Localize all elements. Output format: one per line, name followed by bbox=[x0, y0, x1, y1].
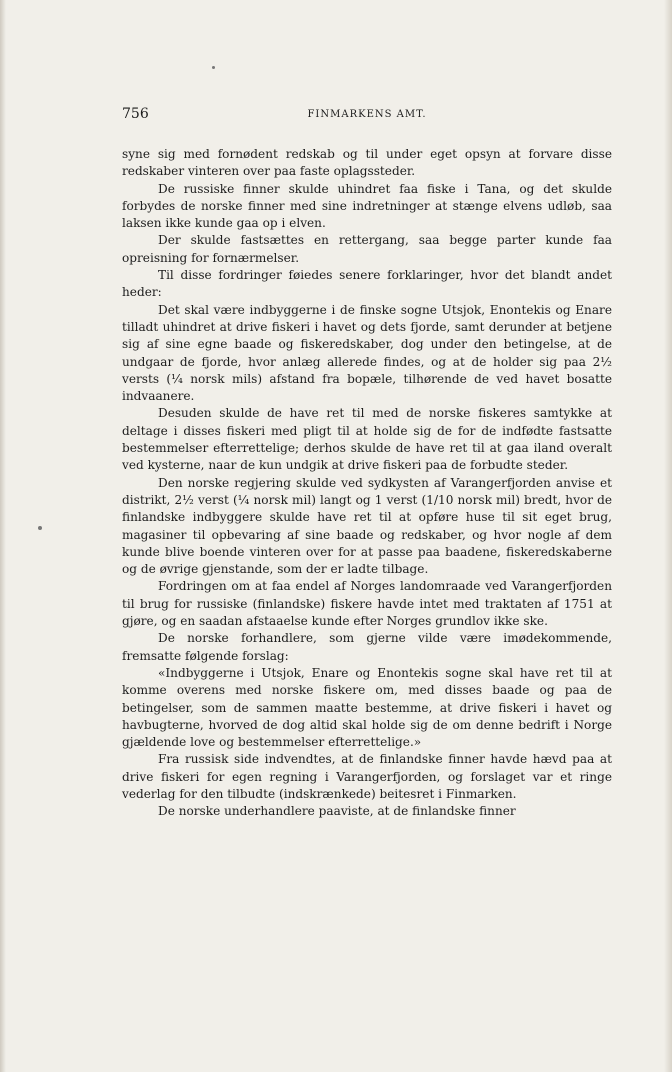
paragraph: Den norske regjering skulde ved sydkysten af Varangerfjorden anvise et distrikt, 2½ verst (¼ norsk mil) langt og 1 verst (1/10 norsk mil) bredt, hvor de finlandske indbyggere skulde have ret til at opføre huse til sit eget brug, magasiner til opbevaring af sine baade og redskaber, og hvor nogle af dem kunde blive boende vinteren over for at passe paa baadene, fiskeredskaberne og de øvrige gjenstande, som der er ladte tilbage. bbox=[122, 475, 612, 577]
page-edge-right bbox=[664, 0, 672, 1072]
speck bbox=[38, 526, 42, 530]
page-header bbox=[122, 106, 612, 130]
running-title: FINMARKENS AMT. bbox=[307, 109, 427, 120]
paragraph: Det skal være indbyggerne i de finske sogne Utsjok, Enontekis og Enare tilladt uhindret at drive fiskeri i havet og dets fjorde, samt derunder at betjene sig af sine egne baade og fiskeredskaber, dog under den betingelse, at de undgaar de fjorde, hvor anlæg allerede findes, og at de holder sig paa 2½ versts (¼ norsk mils) afstand fra bopæle, tilhørende de ved havet bosatte indvaanere. bbox=[122, 302, 612, 404]
page-edge-left bbox=[0, 0, 6, 1072]
paragraph: «Indbyggerne i Utsjok, Enare og Enontekis sogne skal have ret til at komme overens med norske fiskere om, med disses baade og paa de betingelser, som de sammen maatte bestemme, at drive fiskeri i havet og havbugterne, hvorved de dog altid skal holde sig de om denne bedrift i Norge gjældende love og bestemmelser efterrettelige.» bbox=[122, 665, 612, 750]
paragraph: De norske underhandlere paaviste, at de finlandske finner bbox=[158, 804, 516, 819]
paragraph: Fra russisk side indvendtes, at de finlandske finner havde hævd paa at drive fiskeri for egen regning i Varangerfjorden, og forslaget var et ringe vederlag for den tilbudte (indskrænkede) beitesret i Finmarken. bbox=[122, 752, 612, 801]
paragraph: syne sig med fornødent redskab og til under eget opsyn at forvare disse redskaber vinteren over paa faste oplagssteder. bbox=[122, 147, 612, 179]
speck bbox=[212, 66, 215, 69]
paragraph: Desuden skulde de have ret til med de norske fiskeres samtykke at deltage i disses fiskeri med pligt til at holde sig de for de indfødte fastsatte bestemmelser efterrettelige; derhos skulde de have ret til at gaa iland overalt ved kysterne, naar de kun undgik at drive fiskeri paa de forbudte steder. bbox=[122, 406, 612, 473]
paragraph: Der skulde fastsættes en rettergang, saa begge parter kunde faa opreisning for fornærmelser. bbox=[122, 233, 612, 265]
paragraph: Til disse fordringer føiedes senere forklaringer, hvor det blandt andet heder: bbox=[122, 268, 612, 300]
page-number: 756 bbox=[122, 106, 149, 122]
paragraph: De norske forhandlere, som gjerne vilde være imødekommende, fremsatte følgende forslag: bbox=[122, 631, 612, 663]
paragraph: De russiske finner skulde uhindret faa fiske i Tana, og det skulde forbydes de norske finner med sine indretninger at stænge elvens udløb, saa laksen ikke kunde gaa op i elven. bbox=[122, 181, 612, 231]
body-text bbox=[122, 146, 612, 821]
paragraph: Fordringen om at faa endel af Norges landomraade ved Varangerfjorden til brug for russiske (finlandske) fiskere havde intet med traktaten af 1751 at gjøre, og en saadan afstaaelse kunde efter Norges grundlov ikke ske. bbox=[122, 579, 612, 629]
